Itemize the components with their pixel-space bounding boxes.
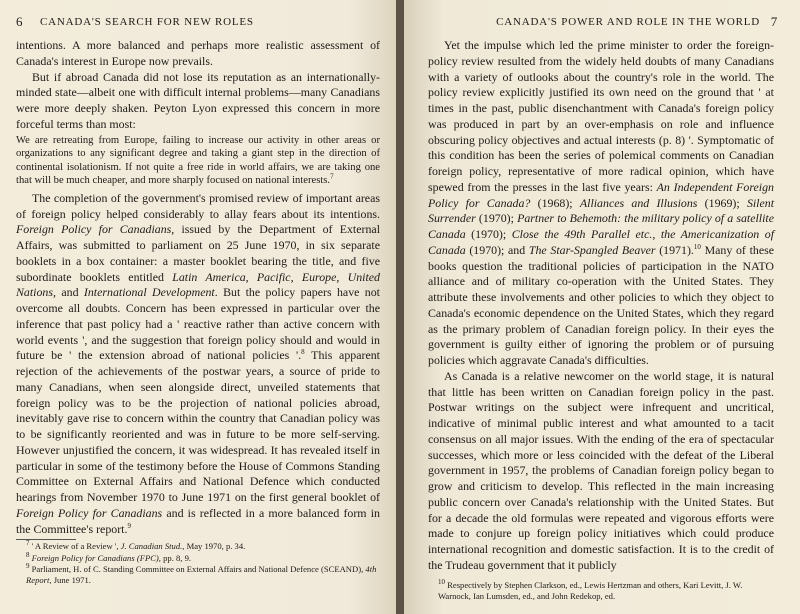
paragraph: Yet the impulse which led the prime minister to order the foreign-policy review resulted from the widely held doubts of many Canadians with a variety of outlooks about the country's role in the world. The policy review explicitly justified its own need on the ground that ' at times in the past, public disenchantment with Canada's foreign policy was produced in part by an over-emphasis on role and influence obscuring policy objectives and actual interests (p. 8) '. Symptomatic of this condition has been the series of polemical comments on Canadian foreign policy, representative of more radical opinion, which have spewed from the presses in the last five years: An Independent Foreign Policy for Canada? (1968); Alliances and Illusions (1969); Silent Surrender (1970); Partner to Behemoth: the military policy of a satellite Canada (1970); Close the 49th Parallel etc., the Americanization of Canada (1970); and The Star-Spangled Beaver (1971).$^{10}$ Many of these books question the traditional policies of participation in the NATO alliance and of military co-operation with the United States. They attribute these involvements and other policies to which they object to Canada's economic dependence on the United States, which they regard as the primary problem of Canadian foreign policy. In their eyes the government is guilty either of ignoring the problem or of pursuing policies which aggravate Canada's difficulties. <box>428 38 775 367</box>
page-number: 6 <box>16 14 24 29</box>
book-title: Partner to Behemoth: the military policy of a satellite Canada <box>428 211 774 241</box>
footnote: $^9$ Parliament, H. of C. Standing Committee on External Affairs and National Defence (SCEAND), 4th Report, June 1971. <box>26 561 377 585</box>
footnote: $^7$ ' A Review of a Review ', J. Canadian Stud., May 1970, p. 34. <box>26 539 246 552</box>
book-title: Close the 49th Parallel etc., the Americanization of Canada <box>428 227 775 257</box>
footnote-ref: 8 <box>301 348 305 357</box>
right-page <box>404 0 800 614</box>
paragraph: As Canada is a relative newcomer on the world stage, it is natural that little has been written on Canadian foreign policy in the past. Postwar writings on the subject were infrequent and uncritical, indicative of minimal public interest and what amounted to a tacit consensus on all major issues. With the ending of the era of spectacular successes, which more or less coincided with the defeat of the Liberal government in 1957, the problems of Canadian foreign policy began to grow and criticism to develop. This reflected in the main increasing public concern over Canada's relationship with the United States. But for a decade the old formulas were repeated and vigorous efforts were made to conjure up foreign policy initiatives which could produce international recognition and domestic satisfaction. It is to the credit of the Trudeau government that it publicly <box>428 368 774 572</box>
footnote: $^{10}$ Respectively by Stephen Clarkson, ed., Lewis Hertzman and others, Kari Levitt, J. W. Warnock, Ian Lumsden, ed., and John Redekop, ed. <box>438 577 743 601</box>
book-title: Alliances and Illusions <box>579 195 698 210</box>
book-title: International Development <box>83 285 215 300</box>
footnote-ref: 9 <box>127 521 131 530</box>
book-title: The Star-Spangled Beaver <box>528 242 656 257</box>
left-page <box>0 0 396 614</box>
paragraph: But if abroad Canada did not lose its reputation as an internationally-minded state—albeit one with difficult internal problems—many Canadians were more deeply shaken. Peyton Lyon expressed this concern in more forceful terms than most: <box>16 69 380 131</box>
block-quote <box>16 134 380 188</box>
page-number: 7 <box>770 14 778 29</box>
footnote-ref: 7 <box>330 172 334 181</box>
left-page-body <box>16 38 380 586</box>
paragraph: intentions. A more balanced and perhaps more realistic assessment of Canada's interest in Europe now prevails. <box>16 38 380 68</box>
book-title: Foreign Policy for Canadians <box>16 222 172 237</box>
right-page-header <box>404 14 800 32</box>
book-title: Silent Surrender <box>428 195 775 226</box>
book-title: An Independent Foreign Policy for Canada? <box>428 179 774 210</box>
book-titles: Latin America, Pacific, Europe, United Nations, <box>16 269 380 300</box>
footnote: $^8$ Foreign Policy for Canadians (FPC), pp. 8, 9. <box>26 550 192 563</box>
right-page-body <box>428 38 774 602</box>
book-gutter <box>396 0 404 614</box>
running-head: CANADA'S SEARCH FOR NEW ROLES <box>40 16 254 28</box>
quote-text: We are retreating from Europe, failing to increase our activity in other areas or organizations to any significant degree and taking a giant step in the direction of continental isolationism. If not quite a free ride in world affairs, we are taking one that will be much cheaper, and more sharply focused on national interests. <box>16 134 380 187</box>
footnote-ref: 10 <box>693 242 701 251</box>
book-title: Foreign Policy for Canadians <box>16 505 163 520</box>
left-page-header <box>0 14 396 32</box>
running-head: CANADA'S POWER AND ROLE IN THE WORLD <box>496 16 760 28</box>
paragraph: The completion of the government's promised review of important areas of foreign policy helped considerably to allay fears about its intentions. Foreign Policy for Canadians, issued by the Department of External Affairs, was submitted to parliament on 25 June 1970, in six separate booklets in a box container: a master booklet bearing the title, and five subordinate booklets entitled Latin America, Pacific, Europe, United Nations, and International Development. But the policy papers have not overcome all doubts. Concern has been expressed in particular over the inference that past policy had a ' reactive rather than active concern with world events ', and the suggestion that foreign policy should and would in future be ' the extension abroad of national policies '.$^8$ This apparent rejection of the achievements of the postwar years, a source of pride to many Canadians, when seen alongside direct, unveiled statements that foreign policy was to be the projection of national policies abroad, inevitably gave rise to concern within the country that Canadian policy was to be significantly reoriented and was in future to be more self-serving. However unjustified the concern, it was widespread. It has revealed itself in particular in some of the testimony before the House of Commons Standing Committee on External Affairs and National Defence which conducted hearings from November 1970 to June 1971 on the first general booklet of Foreign Policy for Canadians and is reflected in a more balanced form in the Committee's report.$^9$ <box>16 190 380 536</box>
